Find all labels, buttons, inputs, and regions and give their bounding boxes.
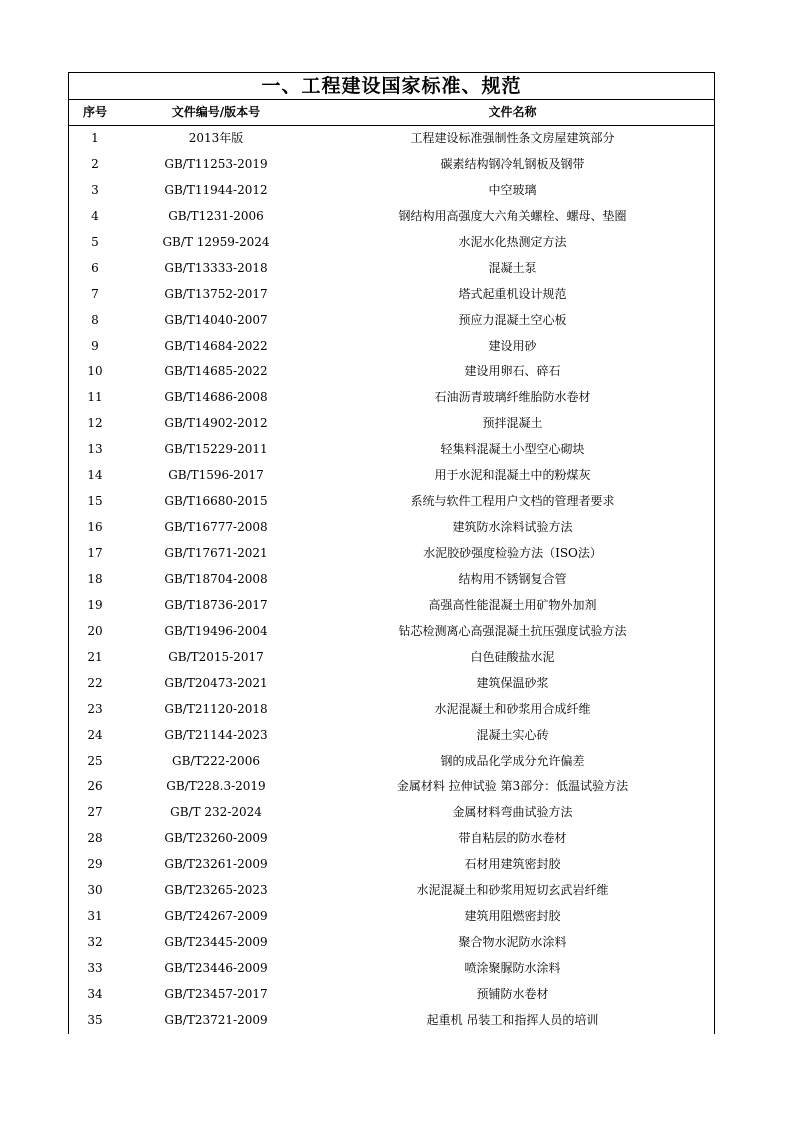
header-name: 文件名称 (488, 105, 537, 119)
row-code: GB/T15229-2011 (164, 442, 268, 457)
row-name: 用于水泥和混凝土中的粉煤灰 (434, 468, 591, 483)
row-no: 4 (91, 208, 99, 223)
row-code: GB/T23446-2009 (164, 961, 268, 975)
row-name: 水泥水化热测定方法 (458, 234, 567, 249)
row-no: 26 (87, 779, 103, 794)
row-name: 聚合物水泥防水涂料 (458, 935, 567, 950)
row-code: GB/T13333-2018 (164, 260, 268, 275)
row-code: GB/T17671-2021 (164, 546, 268, 560)
table-row (69, 152, 714, 178)
row-code: GB/T14685-2022 (164, 364, 268, 379)
table-row (69, 645, 714, 671)
row-name: 金属材料 拉伸试验 第3部分：低温试验方法 (396, 779, 629, 794)
row-code: GB/T11944-2012 (164, 182, 268, 197)
row-name: 金属材料弯曲试验方法 (452, 805, 573, 820)
table-row (69, 697, 714, 723)
row-name: 石油沥青玻璃纤维胎防水卷材 (434, 390, 591, 405)
row-no: 17 (87, 546, 103, 560)
row-no: 27 (87, 805, 103, 820)
table-row (69, 826, 714, 852)
row-name: 白色硅酸盐水泥 (470, 649, 555, 664)
row-no: 10 (87, 364, 103, 379)
table-row (69, 230, 714, 256)
row-code: GB/T1596-2017 (168, 468, 264, 483)
row-no: 35 (87, 1012, 103, 1027)
row-no: 22 (87, 675, 103, 690)
row-no: 3 (91, 182, 99, 197)
table-row (69, 878, 714, 904)
table-row (69, 437, 714, 463)
table-row (69, 308, 714, 334)
table-row (69, 774, 714, 800)
row-name: 建筑保温砂浆 (476, 675, 549, 690)
row-code: GB/T16680-2015 (164, 494, 268, 509)
table-row (69, 463, 714, 489)
table-row (69, 749, 714, 775)
row-code: GB/T23445-2009 (164, 935, 268, 950)
row-name: 建筑用阻燃密封胶 (464, 909, 561, 924)
table-row (69, 204, 714, 230)
table-row (69, 671, 714, 697)
row-no: 24 (87, 727, 103, 742)
table-row (69, 930, 714, 956)
row-name: 水泥混凝土和砂浆用合成纤维 (434, 701, 591, 716)
row-name: 塔式起重机设计规范 (458, 286, 567, 301)
row-no: 34 (87, 986, 103, 1001)
row-code: GB/T228.3-2019 (166, 779, 266, 794)
table-row (69, 982, 714, 1008)
table-row (69, 723, 714, 749)
row-code: GB/T23457-2017 (164, 986, 268, 1001)
table-row (69, 1008, 714, 1034)
row-code: GB/T 232-2024 (170, 805, 262, 820)
row-code: GB/T24267-2009 (164, 909, 268, 924)
table-row (69, 489, 714, 515)
row-no: 19 (87, 597, 103, 612)
row-code: GB/T13752-2017 (164, 286, 268, 301)
table-title: 一、工程建设国家标准、规范 (69, 73, 714, 100)
row-name: 结构用不锈钢复合管 (458, 571, 567, 586)
table-body (69, 126, 714, 1034)
row-no: 21 (87, 649, 103, 664)
table-row (69, 178, 714, 204)
row-name: 系统与软件工程用户文档的管理者要求 (410, 494, 615, 509)
row-no: 23 (87, 701, 103, 716)
table-row (69, 852, 714, 878)
table-row (69, 282, 714, 308)
row-no: 1 (91, 131, 99, 145)
row-code: GB/T222-2006 (172, 753, 260, 768)
table-row (69, 593, 714, 619)
row-name: 建设用砂 (488, 338, 537, 353)
row-no: 12 (87, 416, 103, 431)
row-no: 8 (91, 312, 99, 327)
row-name: 工程建设标准强制性条文房屋建筑部分 (410, 131, 615, 145)
row-no: 15 (87, 494, 103, 509)
row-no: 7 (91, 286, 99, 301)
row-no: 20 (87, 623, 103, 638)
row-name: 混凝土泵 (488, 260, 537, 275)
table-row (69, 515, 714, 541)
header-code: 文件编号/版本号 (171, 105, 261, 119)
row-no: 6 (91, 260, 99, 275)
row-code: GB/T14040-2007 (164, 312, 268, 327)
table-row (69, 904, 714, 930)
table-row (69, 334, 714, 360)
row-name: 预应力混凝土空心板 (458, 312, 567, 327)
row-no: 2 (91, 156, 99, 171)
row-no: 33 (87, 961, 103, 975)
row-no: 18 (87, 571, 103, 586)
row-code: GB/T23721-2009 (164, 1012, 268, 1027)
table-row (69, 956, 714, 982)
row-no: 31 (87, 909, 103, 924)
row-code: GB/T 12959-2024 (162, 234, 270, 249)
row-name: 中空玻璃 (488, 182, 537, 197)
table-row (69, 619, 714, 645)
row-name: 喷涂聚脲防水涂料 (464, 961, 561, 975)
row-code: GB/T23261-2009 (164, 857, 268, 872)
table-row (69, 359, 714, 385)
row-name: 轻集料混凝土小型空心砌块 (440, 442, 585, 457)
row-name: 钢结构用高强度大六角关螺栓、螺母、垫圈 (398, 208, 627, 223)
standards-table (68, 72, 715, 1034)
row-no: 14 (87, 468, 103, 483)
row-code: GB/T18736-2017 (164, 597, 268, 612)
row-name: 预拌混凝土 (482, 416, 543, 431)
row-code: GB/T14684-2022 (164, 338, 268, 353)
row-code: GB/T14686-2008 (164, 390, 268, 405)
row-name: 带自粘层的防水卷材 (458, 831, 567, 846)
row-code: GB/T19496-2004 (164, 623, 268, 638)
row-name: 建设用卵石、碎石 (464, 364, 561, 379)
row-code: GB/T21144-2023 (164, 727, 268, 742)
table-row (69, 567, 714, 593)
row-code: GB/T23260-2009 (164, 831, 268, 846)
row-code: GB/T16777-2008 (164, 520, 268, 535)
row-code: GB/T11253-2019 (164, 156, 268, 171)
row-no: 11 (87, 390, 103, 405)
row-code: GB/T14902-2012 (164, 416, 268, 431)
table-row (69, 256, 714, 282)
table-header (69, 100, 714, 126)
row-no: 28 (87, 831, 103, 846)
row-name: 起重机 吊装工和指挥人员的培训 (426, 1012, 599, 1027)
row-name: 钻芯检测离心高强混凝土抗压强度试验方法 (398, 623, 627, 638)
header-no: 序号 (82, 105, 107, 119)
table-row (69, 385, 714, 411)
row-name: 水泥胶砂强度检验方法（ISO法） (423, 546, 602, 560)
row-no: 16 (87, 520, 103, 535)
row-name: 建筑防水涂料试验方法 (452, 520, 573, 535)
row-code: GB/T18704-2008 (164, 571, 268, 586)
row-no: 13 (87, 442, 103, 457)
row-name: 碳素结构钢冷轧钢板及钢带 (440, 156, 585, 171)
table-row (69, 411, 714, 437)
row-no: 32 (87, 935, 103, 950)
row-code: GB/T20473-2021 (164, 675, 268, 690)
row-name: 钢的成品化学成分允许偏差 (440, 753, 585, 768)
row-no: 9 (91, 338, 99, 353)
row-code: GB/T1231-2006 (168, 208, 264, 223)
row-code: GB/T2015-2017 (168, 649, 264, 664)
row-code: GB/T23265-2023 (164, 883, 268, 898)
row-name: 预铺防水卷材 (476, 986, 549, 1001)
row-name: 混凝土实心砖 (476, 727, 549, 742)
row-no: 29 (87, 857, 103, 872)
table-row (69, 800, 714, 826)
table-row (69, 126, 714, 152)
row-no: 5 (91, 234, 99, 249)
row-code: 2013年版 (188, 131, 244, 145)
row-no: 30 (87, 883, 103, 898)
row-name: 石材用建筑密封胶 (464, 857, 561, 872)
row-code: GB/T21120-2018 (164, 701, 268, 716)
table-row (69, 541, 714, 567)
row-no: 25 (87, 753, 103, 768)
row-name: 水泥混凝土和砂浆用短切玄武岩纤维 (416, 883, 609, 898)
row-name: 高强高性能混凝土用矿物外加剂 (428, 597, 597, 612)
